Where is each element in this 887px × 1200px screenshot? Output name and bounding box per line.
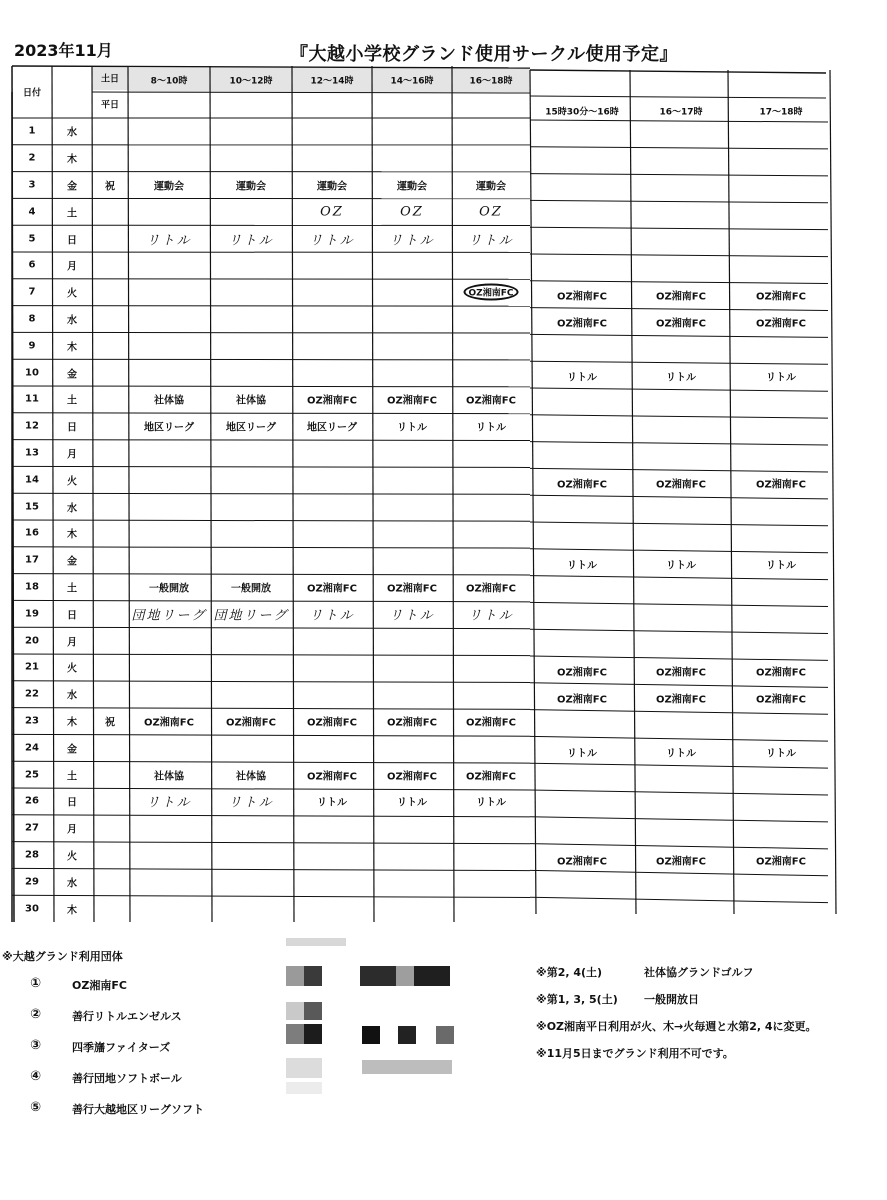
schedule-cell: OZ湘南FC: [656, 318, 706, 330]
weekend-label: 土日: [100, 74, 120, 85]
group-name: 四季旛ファイターズ: [72, 1041, 171, 1054]
grid-line: [530, 844, 828, 849]
grid-line: [530, 683, 828, 688]
day-number: 6: [28, 259, 36, 271]
date-column-header: 日付: [22, 88, 42, 99]
day-number: 24: [25, 742, 39, 754]
day-number: 1: [28, 125, 36, 137]
group-name: 善行リトルエンゼルス: [72, 1010, 182, 1023]
note-text: ※OZ湘南平日利用が火、木→火毎週と水第2, 4に変更。: [536, 1020, 817, 1033]
grid-line: [530, 656, 828, 660]
grid-line: [12, 332, 530, 333]
schedule-cell: リトル: [389, 608, 435, 624]
group-number: ③: [30, 1038, 42, 1053]
schedule-cell: OZ湘南FC: [557, 479, 607, 491]
group-number: ⑤: [30, 1100, 42, 1115]
day-number: 25: [25, 769, 39, 781]
schedule-cell: OZ湘南FC: [466, 395, 516, 407]
schedule-cell: 運動会: [397, 181, 427, 193]
schedule-cell: OZ湘南FC: [307, 717, 357, 729]
day-number: 10: [25, 367, 39, 379]
day-number: 20: [25, 635, 39, 647]
schedule-cell: 団地リーグ: [213, 608, 289, 624]
grid-line: [830, 70, 836, 914]
schedule-cell: OZ湘南FC: [307, 395, 357, 407]
schedule-cell: 運動会: [154, 181, 184, 193]
grid-line: [530, 736, 828, 741]
day-number: 22: [25, 688, 39, 700]
schedule-cell: 運動会: [236, 181, 266, 193]
grid-line: [12, 574, 530, 575]
day-number: 27: [25, 822, 39, 834]
weekday-name: 土: [67, 583, 77, 595]
schedule-cell: リトル: [309, 233, 355, 249]
schedule-cell: OZ湘南FC: [387, 395, 437, 407]
schedule-cell: OZ湘南FC: [557, 856, 607, 868]
schedule-cell: OZ湘南FC: [756, 856, 806, 868]
grid-line: [128, 66, 130, 922]
day-number: 14: [25, 474, 39, 486]
weekday-slot-header: 15時30分〜16時: [545, 107, 619, 118]
weekday-name: 日: [67, 797, 77, 809]
weekday-name: 金: [67, 369, 77, 381]
weekday-name: 木: [67, 717, 77, 729]
weekday-label: 平日: [100, 100, 120, 111]
grid-line: [12, 815, 530, 817]
schedule-cell: OZ湘南FC: [656, 479, 706, 491]
schedule-cell: リトル: [397, 797, 427, 809]
grid-line: [530, 254, 828, 257]
weekend-slot-header: 10〜12時: [229, 76, 273, 87]
schedule-cell: OZ湘南FC: [656, 856, 706, 868]
schedule-cell: 地区リーグ: [226, 422, 276, 434]
schedule-cell: OZ湘南FC: [756, 694, 806, 706]
schedule-cell: 社体協: [236, 771, 266, 783]
grid-line: [12, 868, 530, 870]
schedule-cell: OZ湘南FC: [466, 583, 516, 595]
day-number: 21: [25, 661, 39, 673]
schedule-cell: OZ湘南FC: [756, 667, 806, 679]
schedule-cell: リトル: [146, 233, 192, 249]
weekday-name: 木: [67, 342, 77, 354]
weekday-name: 火: [67, 663, 77, 675]
month-label: 2023年11月: [14, 41, 113, 60]
group-number: ②: [30, 1007, 42, 1022]
holiday-mark: 祝: [105, 717, 115, 729]
grid-line: [530, 70, 826, 73]
schedule-cell: OZ: [320, 204, 344, 220]
schedule-cell: リトル: [317, 797, 347, 809]
weekday-name: 火: [67, 476, 77, 488]
grid-line: [12, 306, 530, 307]
schedule-cell: OZ湘南FC: [307, 771, 357, 783]
schedule-cell: リトル: [397, 422, 427, 434]
weekday-name: 水: [67, 878, 77, 890]
grid-line: [12, 520, 530, 521]
schedule-cell: リトル: [666, 372, 696, 383]
day-number: 5: [28, 233, 36, 245]
schedule-cell: リトル: [228, 795, 274, 811]
day-number: 17: [25, 554, 39, 566]
grid-line: [530, 227, 828, 229]
schedule-cell: リトル: [766, 748, 796, 760]
schedule-cell: リトル: [228, 233, 274, 249]
day-number: 13: [25, 447, 39, 459]
grid-line: [12, 681, 530, 683]
grid-line: [530, 602, 828, 606]
weekday-name: 月: [67, 637, 77, 649]
grid-line: [12, 734, 530, 736]
day-number: 30: [25, 903, 39, 915]
schedule-cell: 運動会: [476, 181, 506, 193]
weekday-name: 日: [67, 422, 77, 434]
schedule-cell: リトル: [476, 422, 506, 434]
schedule-cell: リトル: [389, 233, 435, 249]
grid-line: [530, 147, 828, 149]
grid-line: [92, 66, 94, 922]
schedule-cell: OZ湘南FC: [656, 667, 706, 679]
weekday-name: 水: [67, 315, 77, 327]
grid-line: [530, 897, 828, 902]
grid-line: [12, 708, 530, 710]
grid-line: [530, 495, 828, 499]
grid-line: [530, 200, 828, 202]
day-number: 11: [25, 393, 39, 405]
grid-line: [12, 466, 530, 467]
grid-line: [12, 493, 530, 494]
grid-line: [530, 442, 828, 445]
weekend-slot-header: 14〜16時: [390, 76, 434, 87]
legend-heading: ※大越グランド利用団体: [2, 950, 123, 963]
grid-line: [12, 788, 530, 790]
schedule-cell: OZ湘南FC: [656, 291, 706, 303]
day-number: 3: [28, 179, 36, 191]
grid-line: [12, 761, 530, 763]
schedule-cell: リトル: [766, 560, 796, 572]
schedule-cell: 一般開放: [231, 583, 271, 595]
grid-line: [530, 629, 828, 633]
schedule-cell: OZ湘南FC: [557, 291, 607, 303]
day-number: 7: [28, 286, 36, 298]
schedule-cell: リトル: [146, 795, 192, 811]
day-number: 12: [25, 420, 39, 432]
grid-line: [530, 576, 828, 580]
grid-line: [12, 654, 530, 656]
weekday-name: 水: [67, 690, 77, 702]
schedule-cell: OZ湘南FC: [387, 771, 437, 783]
schedule-cell: リトル: [468, 233, 514, 249]
day-number: 8: [28, 313, 36, 325]
day-number: 9: [28, 340, 36, 352]
schedule-cell: OZ: [479, 204, 503, 220]
schedule-cell: OZ: [400, 204, 424, 220]
grid-line: [530, 710, 828, 715]
group-number: ①: [30, 976, 42, 991]
grid-line: [92, 92, 530, 93]
weekend-slot-header: 8〜10時: [150, 76, 188, 87]
schedule-cell: OZ湘南FC: [387, 717, 437, 729]
schedule-cell: OZ湘南FC: [226, 717, 276, 729]
weekday-name: 土: [67, 395, 77, 407]
grid-line: [530, 790, 828, 795]
schedule-cell: OZ湘南FC: [387, 583, 437, 595]
note-label: ※第2, 4(土): [536, 966, 603, 979]
grid-line: [530, 388, 828, 391]
grid-line: [530, 817, 828, 822]
weekday-name: 金: [67, 744, 77, 756]
note-text: 社体協グランドゴルフ: [644, 966, 754, 979]
grid-line: [728, 70, 734, 914]
redacted-block-1: [286, 966, 456, 988]
day-number: 29: [25, 876, 39, 888]
day-number: 26: [25, 795, 39, 807]
grid-line: [530, 870, 828, 875]
schedule-cell: リトル: [309, 608, 355, 624]
grid-line: [530, 549, 828, 553]
grid-line: [530, 334, 828, 337]
redacted-area: [286, 938, 466, 948]
schedule-cell: OZ湘南FC: [557, 318, 607, 330]
schedule-cell: リトル: [567, 748, 597, 760]
schedule-cell: 社体協: [236, 395, 266, 407]
grid-line: [12, 547, 530, 548]
day-number: 16: [25, 527, 39, 539]
grid-line: [530, 522, 828, 526]
grid-line: [530, 96, 826, 98]
schedule-cell: リトル: [766, 372, 796, 383]
schedule-cell: リトル: [567, 560, 597, 572]
schedule-cell: リトル: [476, 797, 506, 809]
note-text: ※11月5日までグランド利用不可です。: [536, 1047, 734, 1060]
schedule-cell: 団地リーグ: [131, 608, 207, 624]
schedule-cell: 社体協: [154, 395, 184, 407]
grid-line: [530, 281, 828, 284]
weekday-slot-header: 16〜17時: [659, 107, 703, 118]
schedule-cell: リトル: [468, 608, 514, 624]
schedule-cell: OZ湘南FC: [557, 694, 607, 706]
weekday-name: 月: [67, 449, 77, 461]
grid-line: [12, 627, 530, 629]
grid-line: [52, 66, 54, 922]
weekday-name: 木: [67, 905, 77, 917]
weekday-name: 日: [67, 610, 77, 622]
day-number: 4: [28, 206, 36, 218]
grid-line: [530, 308, 828, 311]
schedule-cell: OZ湘南FC: [466, 771, 516, 783]
schedule-cell: リトル: [666, 560, 696, 572]
page-title: 『大越小学校グランド使用サークル使用予定』: [290, 44, 678, 65]
weekday-name: 水: [67, 503, 77, 515]
weekday-name: 金: [67, 556, 77, 568]
grid-line: [530, 361, 828, 364]
weekday-name: 月: [67, 824, 77, 836]
schedule-cell: 社体協: [154, 771, 184, 783]
group-name: OZ湘南FC: [72, 979, 127, 992]
weekday-name: 火: [67, 288, 77, 300]
day-number: 18: [25, 581, 39, 593]
schedule-cell: 一般開放: [149, 583, 189, 595]
weekday-name: 月: [67, 261, 77, 273]
weekday-name: 金: [67, 181, 77, 193]
weekday-name: 日: [67, 235, 77, 247]
group-number: ④: [30, 1069, 42, 1084]
day-number: 19: [25, 608, 39, 620]
grid-line: [12, 842, 530, 844]
schedule-cell: OZ湘南FC: [144, 717, 194, 729]
redacted-block-2: [286, 1002, 466, 1094]
grid-line: [630, 70, 636, 914]
schedule-cell: OZ湘南FC: [756, 291, 806, 303]
grid-line: [530, 70, 536, 914]
grid-line: [12, 600, 530, 601]
note-text: 一般開放日: [644, 993, 699, 1006]
schedule-cell: OZ湘南FC: [466, 717, 516, 729]
grid-line: [530, 174, 828, 176]
schedule-cell: OZ湘南FC: [464, 284, 519, 301]
weekday-name: 水: [67, 127, 77, 139]
schedule-cell: 運動会: [317, 181, 347, 193]
note-label: ※第1, 3, 5(土): [536, 993, 618, 1006]
weekend-slot-header: 16〜18時: [469, 76, 513, 87]
weekday-slot-header: 17〜18時: [759, 107, 803, 118]
schedule-cell: リトル: [666, 748, 696, 760]
schedule-cell: OZ湘南FC: [656, 694, 706, 706]
weekday-name: 土: [67, 208, 77, 220]
grid-line: [530, 415, 828, 418]
holiday-mark: 祝: [105, 181, 115, 193]
schedule-cell: OZ湘南FC: [756, 479, 806, 491]
schedule-cell: OZ湘南FC: [307, 583, 357, 595]
weekday-name: 土: [67, 771, 77, 783]
schedule-cell: OZ湘南FC: [557, 667, 607, 679]
schedule-cell: リトル: [567, 372, 597, 383]
schedule-cell: 地区リーグ: [307, 422, 357, 434]
group-name: 善行団地ソフトボール: [72, 1072, 182, 1085]
schedule-cell: OZ湘南FC: [756, 318, 806, 330]
weekend-slot-header: 12〜14時: [310, 76, 354, 87]
day-number: 15: [25, 501, 39, 513]
day-number: 23: [25, 715, 39, 727]
weekday-name: 木: [67, 154, 77, 166]
day-number: 2: [28, 152, 36, 164]
schedule-cell: 地区リーグ: [144, 422, 194, 434]
weekday-name: 木: [67, 529, 77, 541]
grid-line: [12, 895, 530, 897]
grid-line: [530, 120, 828, 122]
day-number: 28: [25, 849, 39, 861]
grid-line: [530, 763, 828, 768]
weekday-name: 火: [67, 851, 77, 863]
grid-line: [530, 468, 828, 472]
group-name: 善行大越地区リーグソフト: [72, 1103, 204, 1116]
